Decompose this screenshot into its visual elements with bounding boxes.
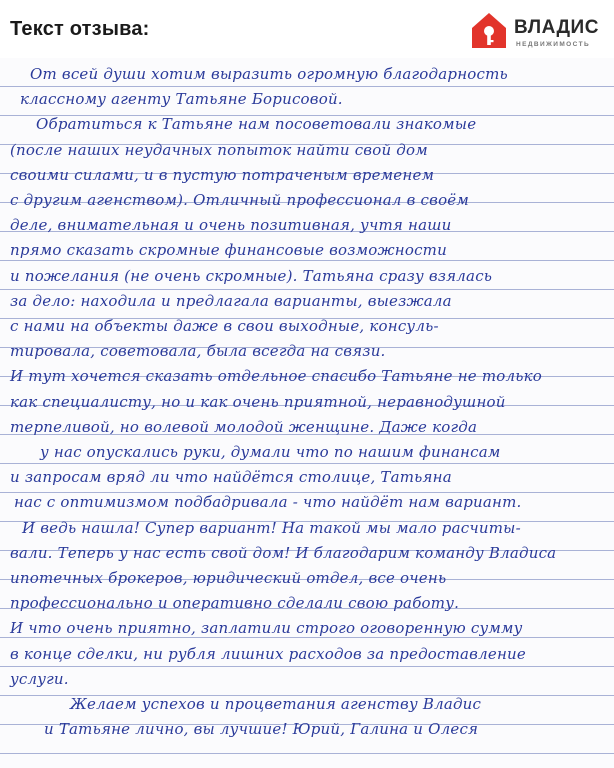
review-line: ипотечных брокеров, юридический отдел, все очень: [10, 569, 447, 587]
page-title: Текст отзыва:: [10, 18, 150, 40]
review-line: услуги.: [10, 669, 69, 688]
brand-tagline: НЕДВИЖИМОСТЬ: [516, 41, 591, 48]
review-line: Желаем успехов и процветания агенству Владис: [70, 695, 482, 713]
review-line: с нами на объекты даже в свои выходные, консуль-: [10, 317, 439, 335]
review-line: нас с оптимизмом подбадривала - что найдёт нам вариант.: [14, 493, 522, 512]
brand-logo: [470, 10, 610, 50]
review-line: прямо сказать скромные финансовые возможности: [10, 241, 447, 260]
review-line: От всей души хотим выразить огромную благодарность: [30, 65, 508, 83]
review-line: Обратиться к Татьяне нам посоветовали знакомые: [36, 115, 477, 134]
brand-name: ВЛАДИС: [514, 17, 599, 38]
handwritten-review-sheet: [0, 58, 614, 768]
review-line: терпеливой, но волевой молодой женщине. Даже когда: [10, 417, 478, 436]
house-key-icon: [470, 10, 508, 50]
review-line: классному агенту Татьяне Борисовой.: [20, 90, 343, 109]
review-line: И ведь нашла! Супер вариант! На такой мы мало расчиты-: [22, 518, 521, 537]
review-line: (после наших неудачных попыток найти свой дом: [10, 140, 428, 159]
review-line: и Татьяне лично, вы лучшие! Юрий, Галина и Олеся: [44, 720, 479, 739]
review-line: у нас опускались руки, думали что по нашим финансам: [40, 443, 501, 461]
review-line: своими силами, и в пустую потраченым временем: [10, 165, 435, 184]
review-line: с другим агенством). Отличный профессионал в своём: [10, 191, 470, 209]
review-line: за дело: находила и предлагала варианты, выезжала: [10, 291, 452, 310]
review-line: деле, внимательная и очень позитивная, учтя наши: [10, 216, 452, 235]
review-line: профессионально и оперативно сделали свою работу.: [10, 594, 460, 613]
review-line: вали. Теперь у нас есть свой дом! И благодарим команду Владиса: [10, 543, 557, 562]
review-line: и пожелания (не очень скромные). Татьяна сразу взялась: [10, 266, 493, 285]
review-line: И что очень приятно, заплатили строго оговоренную сумму: [10, 619, 523, 638]
header: [0, 0, 614, 58]
review-line: тировала, советовала, была всегда на связи.: [10, 342, 386, 361]
review-line: как специалисту, но и как очень приятной, неравнодушной: [10, 392, 506, 411]
review-line: и запросам вряд ли что найдётся столице, Татьяна: [10, 468, 452, 487]
review-line: в конце сделки, ни рубля лишних расходов за предоставление: [10, 644, 526, 663]
review-line: И тут хочется сказать отдельное спасибо Татьяне не только: [10, 367, 542, 386]
